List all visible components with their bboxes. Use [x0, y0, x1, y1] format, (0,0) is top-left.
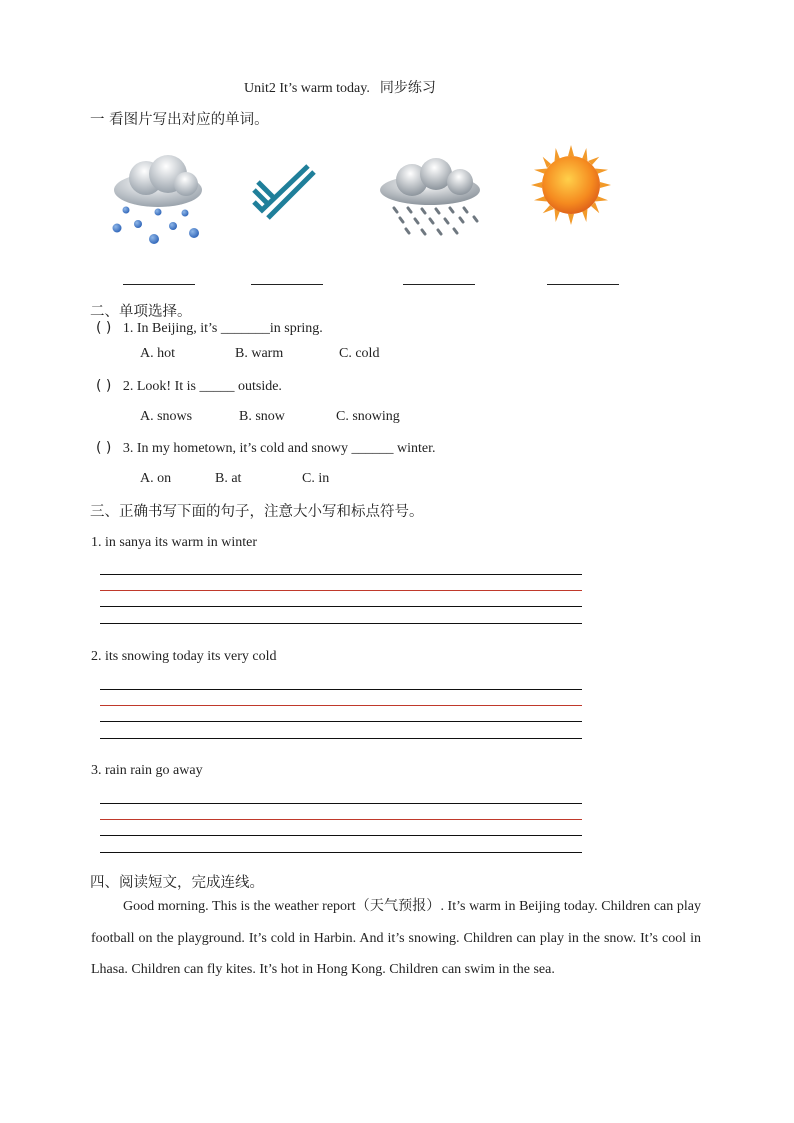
- option-a[interactable]: A. hot: [140, 346, 175, 361]
- section4-heading: 四、阅读短文，完成连线。: [90, 875, 264, 891]
- option-a[interactable]: A. snows: [140, 409, 193, 424]
- question-row: [96, 440, 436, 457]
- section1-heading: 一 看图片写出对应的单词。: [90, 112, 269, 128]
- section2-heading: 二、单项选择。: [90, 304, 192, 320]
- answer-paren[interactable]: ( ): [96, 440, 112, 456]
- option-b[interactable]: B. at: [215, 471, 242, 486]
- writing-line[interactable]: [100, 689, 582, 690]
- section3-heading: 三、正确书写下面的句子，注意大小写和标点符号。: [90, 504, 424, 520]
- passage-part1: Good morning. This is the weather report: [123, 899, 356, 914]
- question-text: 3. In my hometown, it’s cold and snowy ______ winter.: [122, 441, 436, 456]
- sentence-2: 2. its snowing today its very cold: [91, 649, 277, 664]
- writing-line[interactable]: [100, 721, 582, 722]
- option-b[interactable]: B. snow: [239, 409, 285, 424]
- writing-line-red: [100, 590, 582, 591]
- answer-blank-4[interactable]: [547, 284, 619, 285]
- question-row: [96, 378, 282, 395]
- option-c[interactable]: C. in: [302, 471, 330, 486]
- passage-part2: . It’s warm in Beijing today. Children can play football on the playground. It’s cold in Harbin. And it’s snowing. Children can play in the snow. It’s cool in Lhasa. Children can fly kites. It’s hot in Hong Kong. Children can swim in the sea.: [91, 899, 701, 977]
- page-title: [244, 77, 436, 97]
- question-text: 2. Look! It is _____ outside.: [122, 379, 282, 394]
- sentence-3: 3. rain rain go away: [91, 763, 203, 778]
- passage-cn: （天气预报）: [355, 898, 441, 914]
- snow-cloud-icon: [108, 150, 208, 250]
- option-c[interactable]: C. cold: [339, 346, 380, 361]
- question-row: [96, 320, 323, 337]
- answer-paren[interactable]: ( ): [96, 320, 112, 336]
- option-a[interactable]: A. on: [140, 471, 172, 486]
- writing-line[interactable]: [100, 606, 582, 607]
- writing-line[interactable]: [100, 574, 582, 575]
- sun-icon: [530, 144, 612, 226]
- reading-passage: [91, 891, 701, 986]
- writing-line[interactable]: [100, 835, 582, 836]
- writing-line[interactable]: [100, 852, 582, 853]
- option-b[interactable]: B. warm: [235, 346, 284, 361]
- option-c[interactable]: C. snowing: [336, 409, 400, 424]
- answer-blank-1[interactable]: [123, 284, 195, 285]
- writing-line[interactable]: [100, 803, 582, 804]
- question-text: 1. In Beijing, it’s _______in spring.: [122, 321, 323, 336]
- writing-line-red: [100, 819, 582, 820]
- writing-line-red: [100, 705, 582, 706]
- sentence-1: 1. in sanya its warm in winter: [91, 535, 258, 550]
- rain-cloud-icon: [378, 158, 484, 244]
- answer-blank-3[interactable]: [403, 284, 475, 285]
- answer-blank-2[interactable]: [251, 284, 323, 285]
- writing-line[interactable]: [100, 738, 582, 739]
- title-english: Unit2 It’s warm today.: [244, 81, 370, 96]
- wind-icon: [248, 160, 320, 222]
- answer-paren[interactable]: ( ): [96, 378, 112, 394]
- writing-line[interactable]: [100, 623, 582, 624]
- title-chinese: 同步练习: [379, 80, 436, 96]
